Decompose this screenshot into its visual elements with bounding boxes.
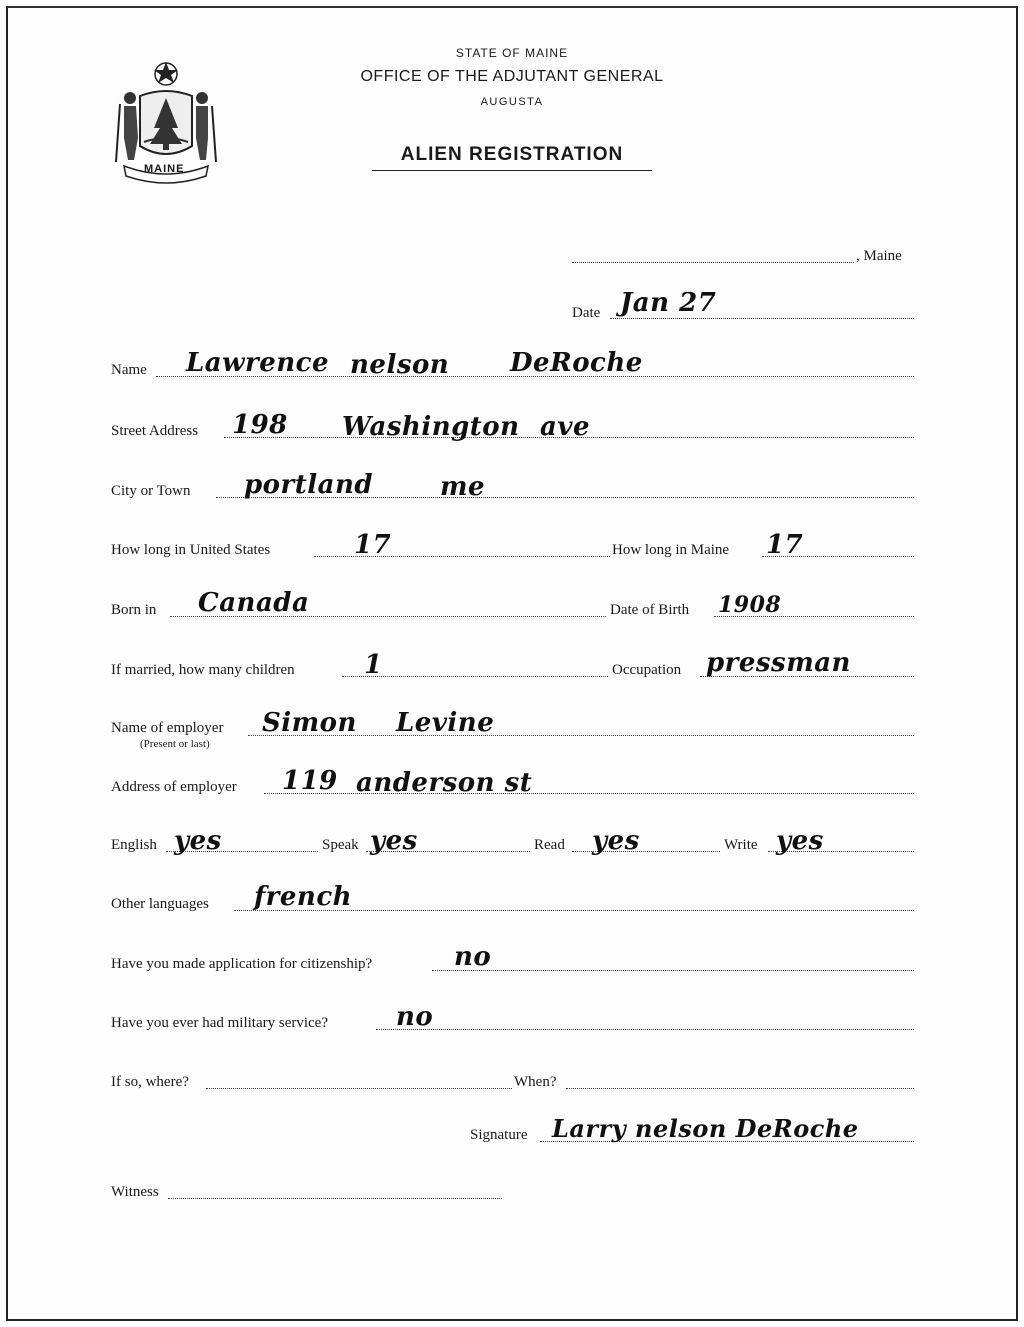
date-label: Date (572, 305, 601, 321)
employer-sublabel: (Present or last) (140, 738, 210, 750)
children-label: If married, how many children (111, 662, 295, 678)
speak-label: Speak (322, 837, 359, 853)
header-city: AUGUSTA (480, 96, 544, 108)
maine-label: , Maine (856, 248, 902, 264)
street-number-value: 198 (232, 410, 288, 440)
signature-value: Larry nelson DeRoche (552, 1114, 859, 1143)
born-in-value: Canada (198, 588, 310, 618)
english-label: English (111, 837, 157, 853)
street-name-value: Washington (342, 412, 520, 442)
name-last-value: DeRoche (510, 348, 643, 378)
occupation-value: pressman (706, 648, 851, 678)
how-long-us-value: 17 (354, 530, 392, 560)
children-value: 1 (364, 650, 383, 680)
speak-value: yes (370, 826, 418, 856)
date-value: Jan 27 (620, 288, 717, 318)
name-middle-value: nelson (350, 350, 450, 380)
employer-last-value: Levine (396, 708, 495, 738)
military-label: Have you ever had military service? (111, 1015, 328, 1031)
citizenship-line (432, 970, 914, 971)
name-label: Name (111, 362, 147, 378)
english-value: yes (174, 826, 222, 856)
signature-label: Signature (470, 1127, 528, 1143)
other-languages-label: Other languages (111, 896, 209, 912)
how-long-maine-label: How long in Maine (612, 542, 730, 558)
other-languages-value: french (254, 882, 353, 912)
header-state: STATE OF MAINE (455, 46, 569, 60)
witness-line (168, 1198, 502, 1199)
write-value: yes (776, 826, 824, 856)
occupation-label: Occupation (612, 662, 682, 678)
how-long-us-label: How long in United States (111, 542, 271, 558)
header-office: OFFICE OF THE ADJUTANT GENERAL (360, 68, 664, 85)
city-value: portland (244, 470, 374, 500)
how-long-maine-value: 17 (766, 530, 804, 560)
witness-label: Witness (111, 1184, 159, 1200)
read-value: yes (592, 826, 640, 856)
employer-first-value: Simon (262, 708, 357, 738)
employer-label: Name of employer (111, 720, 224, 736)
seal-banner-text: MAINE (144, 163, 185, 175)
when-line (566, 1088, 914, 1089)
employer-number-value: 119 (282, 766, 338, 796)
maine-line (572, 262, 854, 263)
page-title: ALIEN REGISTRATION (400, 144, 624, 165)
state-value: me (440, 472, 486, 502)
date-of-birth-label: Date of Birth (610, 602, 690, 618)
if-so-where-line (206, 1088, 512, 1089)
city-label: City or Town (111, 483, 191, 499)
born-in-label: Born in (111, 602, 157, 618)
date-of-birth-value: 1908 (718, 592, 782, 618)
street-type-value: ave (540, 412, 590, 442)
employer-street-value: anderson st (356, 768, 533, 798)
employer-address-label: Address of employer (111, 779, 237, 795)
name-first-value: Lawrence (186, 348, 330, 378)
military-line (376, 1029, 914, 1030)
citizenship-value: no (454, 942, 492, 972)
if-so-where-label: If so, where? (111, 1074, 189, 1090)
when-label: When? (514, 1074, 557, 1090)
title-underline (372, 170, 652, 171)
read-label: Read (534, 837, 565, 853)
citizenship-label: Have you made application for citizenship? (111, 956, 373, 972)
military-value: no (396, 1002, 434, 1032)
street-address-label: Street Address (111, 423, 199, 439)
write-label: Write (724, 837, 758, 853)
date-line (610, 318, 914, 319)
